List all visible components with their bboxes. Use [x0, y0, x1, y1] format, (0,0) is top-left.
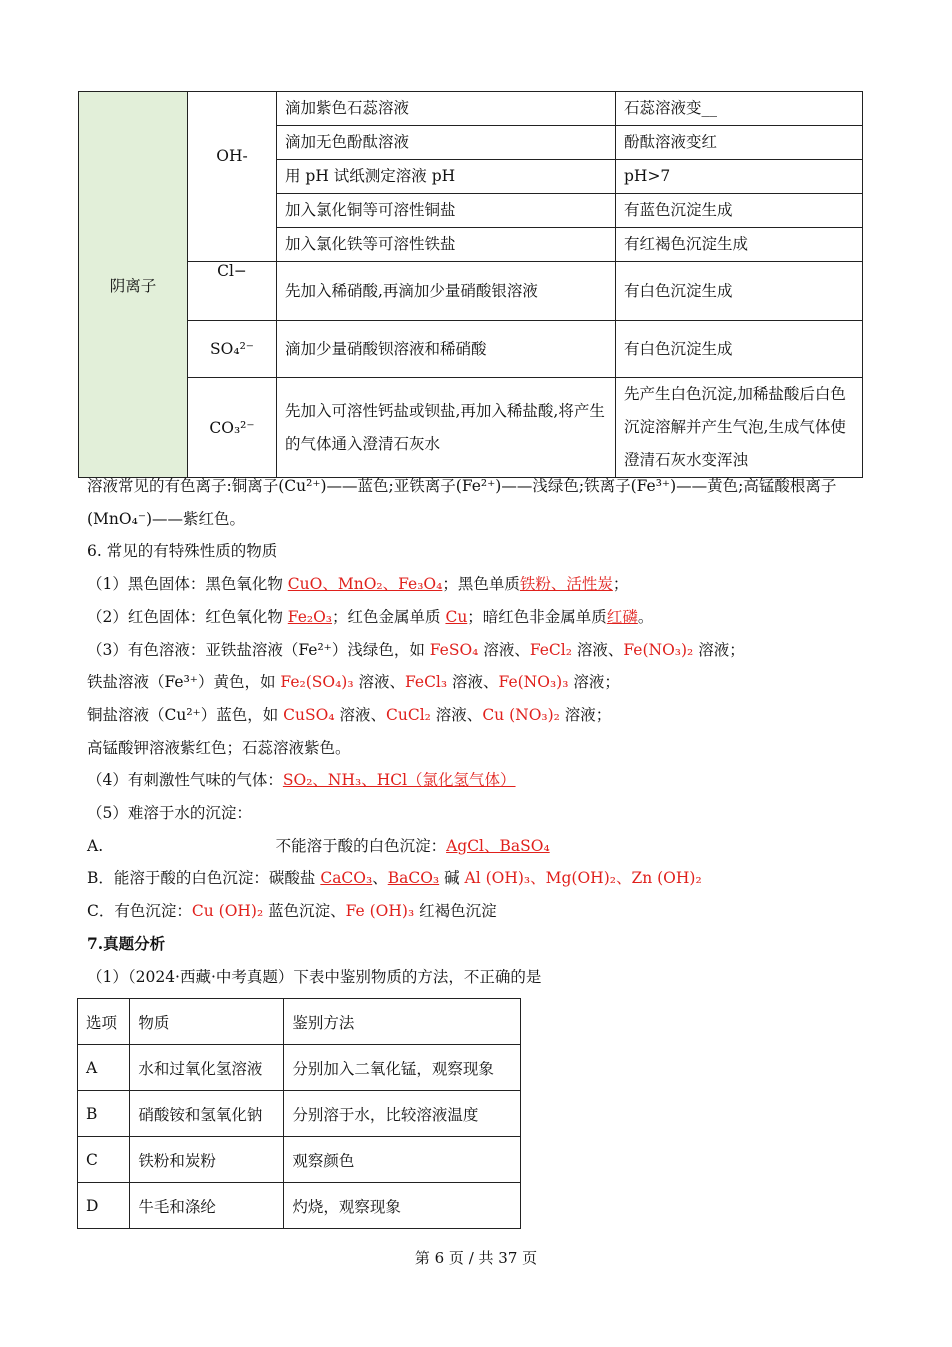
text-segment: 7.真题分析	[87, 933, 166, 953]
text-line	[87, 702, 611, 728]
text-segment: （2）红色固体：红色氧化物	[87, 607, 288, 626]
highlight-answer: Fe (OH)₃	[345, 902, 415, 921]
highlight-answer: Cu	[445, 607, 468, 626]
highlight-answer: Cu (NO₃)₂	[482, 705, 560, 724]
highlight-answer: Cu (OH)₂	[191, 902, 264, 921]
text-segment: C．有色沉淀：	[87, 902, 192, 921]
highlight-answer: FeCl₂	[529, 640, 572, 659]
text-segment: 溶液、	[478, 640, 530, 659]
result-cell: 有白色沉淀生成	[616, 262, 863, 321]
highlight-answer: AgCl、BaSO₄	[446, 836, 550, 855]
text-segment: （1）（2024·西藏·中考真题）下表中鉴别物质的方法，不正确的是	[87, 967, 542, 986]
result-cell: 石蕊溶液变__	[616, 92, 863, 126]
table-cell: 硝酸铵和氢氧化钠	[130, 1091, 284, 1137]
text-segment: 蓝色沉淀、	[263, 902, 346, 921]
ion-cell: SO₄²⁻	[188, 321, 277, 378]
highlight-answer: FeSO₄	[429, 640, 479, 659]
ion-cell: OH-	[188, 92, 277, 262]
table-row	[79, 92, 863, 126]
highlight-answer: BaCO₃	[387, 869, 440, 888]
anion-test-table	[78, 91, 863, 478]
operation-cell: 滴加紫色石蕊溶液	[277, 92, 616, 126]
text-segment: 铁盐溶液（Fe³⁺）黄色，如	[87, 673, 281, 692]
text-segment: B．能溶于酸的白色沉淀：碳酸盐	[87, 869, 321, 888]
table-header-row	[78, 999, 521, 1045]
table-cell: 观察颜色	[284, 1137, 521, 1183]
table-cell: 水和过氧化氢溶液	[130, 1045, 284, 1091]
ion-cell: CO₃²⁻	[188, 378, 277, 478]
category-cell: 阴离子	[79, 92, 188, 478]
text-line	[87, 898, 497, 924]
highlight-answer: CuSO₄	[283, 705, 335, 724]
text-segment: ；暗红色非金属单质	[467, 607, 607, 626]
header-cell: 物质	[130, 999, 284, 1045]
text-segment: （1）黑色固体：黑色氧化物	[87, 575, 288, 594]
text-segment: A. 不能溶于酸的白色沉淀：	[87, 836, 447, 855]
text-line	[87, 767, 516, 793]
table-cell: C	[78, 1137, 130, 1183]
text-segment: 碱	[439, 869, 465, 888]
text-line	[87, 964, 541, 990]
table-row	[78, 1183, 521, 1229]
text-segment: 溶液、	[571, 640, 624, 659]
text-segment: （3）有色溶液：亚铁盐溶液（Fe²⁺）浅绿色，如	[87, 640, 430, 659]
table-cell: D	[78, 1183, 130, 1229]
highlight-answer: Fe(NO₃)₂	[623, 640, 694, 659]
table-cell: 分别加入二氧化锰，观察现象	[284, 1045, 521, 1091]
result-cell: 有白色沉淀生成	[616, 321, 863, 378]
table-cell: 铁粉和炭粉	[130, 1137, 284, 1183]
table-row	[79, 321, 863, 378]
text-line	[87, 637, 745, 663]
text-segment: 6. 常见的有特殊性质的物质	[87, 542, 278, 561]
text-line	[87, 735, 351, 761]
highlight-answer: CuO、MnO₂、Fe₃O₄	[287, 575, 443, 594]
text-line	[87, 833, 550, 859]
text-segment: （4）有刺激性气味的气体：	[87, 771, 283, 790]
highlight-answer: Fe₂O₃	[287, 607, 333, 626]
text-segment: ；红色金属单质	[332, 607, 446, 626]
text-segment: （5）难溶于水的沉淀：	[87, 804, 252, 822]
highlight-answer: 红磷	[606, 607, 638, 626]
text-segment: 溶液、	[430, 705, 483, 724]
text-segment: 溶液；	[559, 705, 612, 724]
question-table	[77, 998, 521, 1229]
table-row	[79, 378, 863, 478]
text-segment: 高锰酸钾溶液紫红色；石蕊溶液紫色。	[87, 738, 351, 757]
table-cell: 牛毛和涤纶	[130, 1183, 284, 1229]
text-segment: 铜盐溶液（Cu²⁺）蓝色，如	[87, 705, 284, 724]
text-line	[87, 604, 653, 630]
text-segment: 、	[372, 869, 388, 888]
table-row	[79, 262, 863, 321]
page-footer: 第 6 页 / 共 37 页	[414, 1249, 538, 1267]
highlight-answer: SO₂、NH₃、HCl（氯化氢气体）	[282, 771, 516, 790]
table-row	[78, 1091, 521, 1137]
text-line	[87, 538, 277, 564]
table-cell: 分别溶于水，比较溶液温度	[284, 1091, 521, 1137]
header-cell: 选项	[78, 999, 130, 1045]
highlight-answer: CaCO₃	[320, 869, 373, 888]
result-cell: 有红褐色沉淀生成	[616, 228, 863, 262]
text-segment: 。	[637, 607, 654, 626]
text-line	[87, 931, 165, 957]
text-segment: 溶液、	[334, 705, 386, 724]
table-cell: B	[78, 1091, 130, 1137]
highlight-answer: 铁粉、活性炭	[519, 575, 613, 594]
text-segment: 溶液、	[447, 673, 499, 692]
text-segment: (MnO₄⁻)——紫红色。	[87, 509, 246, 528]
result-cell: pH>7	[616, 160, 863, 194]
text-line	[87, 473, 836, 499]
highlight-answer: CuCl₂	[386, 705, 431, 724]
table-row	[78, 1045, 521, 1091]
operation-cell: 先加入稀硝酸,再滴加少量硝酸银溶液	[277, 262, 616, 321]
highlight-answer: FeCl₃	[404, 673, 448, 692]
operation-cell: 滴加无色酚酞溶液	[277, 126, 616, 160]
header-cell: 鉴别方法	[284, 999, 521, 1045]
operation-cell: 加入氯化铁等可溶性铁盐	[277, 228, 616, 262]
ion-cell: Cl−	[188, 262, 277, 321]
operation-cell: 用 pH 试纸测定溶液 pH	[277, 160, 616, 194]
text-line	[87, 669, 620, 695]
text-line	[87, 800, 252, 826]
table-row	[78, 1137, 521, 1183]
text-line	[87, 571, 628, 597]
result-cell: 先产生白色沉淀,加稀盐酸后白色沉淀溶解并产生气泡,生成气体使澄清石灰水变浑浊	[616, 378, 863, 478]
text-segment: ；	[612, 575, 629, 594]
result-cell: 酚酞溶液变红	[616, 126, 863, 160]
table-cell: 灼烧，观察现象	[284, 1183, 521, 1229]
operation-cell: 滴加少量硝酸钡溶液和稀硝酸	[277, 321, 616, 378]
text-segment: 溶液、	[353, 673, 405, 692]
text-segment: 溶液常见的有色离子:铜离子(Cu²⁺)——蓝色;亚铁离子(Fe²⁺)——浅绿色;铁离子(Fe³⁺)——黄色;高锰酸根离子	[87, 477, 837, 495]
operation-cell: 加入氯化铜等可溶性铜盐	[277, 194, 616, 228]
highlight-answer: Fe₂(SO₄)₃	[280, 673, 354, 692]
text-line	[87, 506, 245, 532]
text-line	[87, 865, 702, 891]
text-segment: ；黑色单质	[442, 575, 520, 594]
text-segment: 溶液；	[568, 673, 620, 692]
highlight-answer: Al (OH)₃、Mg(OH)₂、Zn (OH)₂	[464, 869, 702, 888]
text-segment: 红褐色沉淀	[414, 902, 497, 921]
table-cell: A	[78, 1045, 130, 1091]
operation-cell: 先加入可溶性钙盐或钡盐,再加入稀盐酸,将产生的气体通入澄清石灰水	[277, 378, 616, 478]
result-cell: 有蓝色沉淀生成	[616, 194, 863, 228]
text-segment: 溶液；	[693, 640, 745, 659]
highlight-answer: Fe(NO₃)₃	[498, 673, 569, 692]
